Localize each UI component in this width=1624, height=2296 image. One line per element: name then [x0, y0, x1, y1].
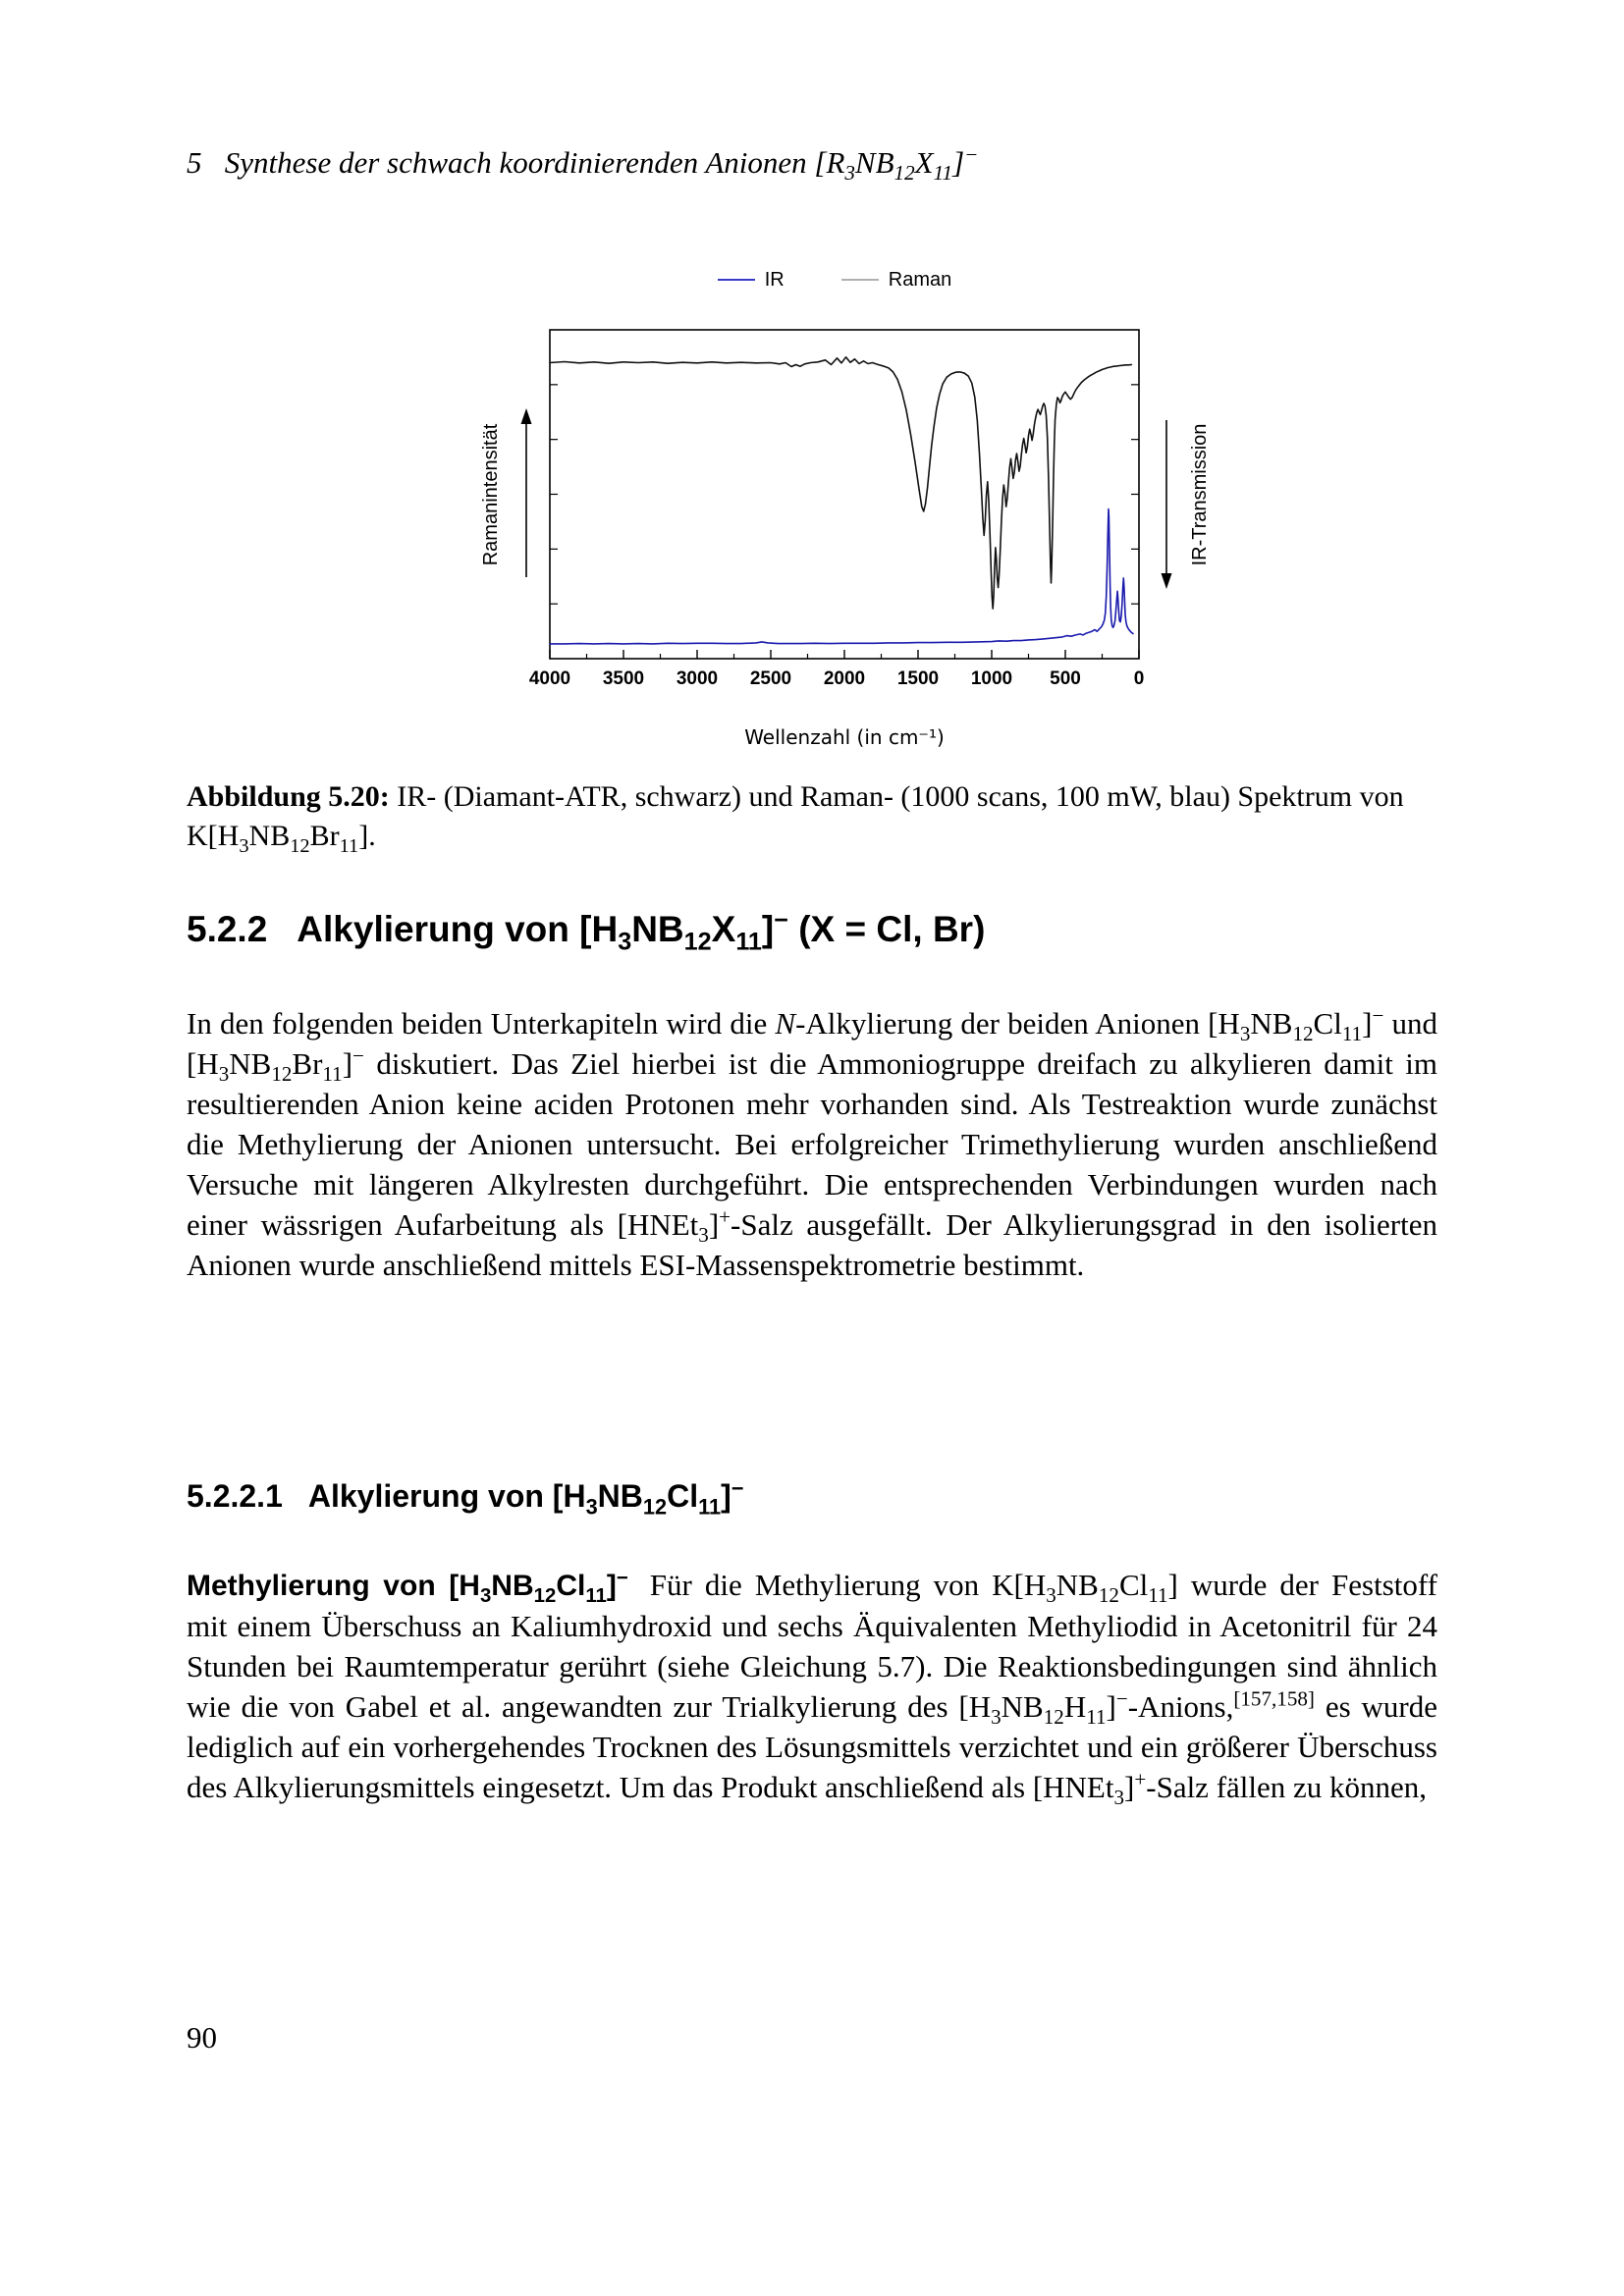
spectrum-chart	[432, 300, 1237, 768]
legend-label-ir: IR	[764, 268, 785, 291]
legend-line-ir-icon	[718, 279, 755, 281]
legend-item-raman	[841, 269, 951, 292]
figure-caption-label: Abbildung 5.20:	[187, 780, 390, 813]
x-tick-label: 1500	[896, 668, 940, 689]
section-number: 5.2.2	[187, 909, 268, 949]
page-number: 90	[187, 2020, 217, 2055]
ir-curve	[550, 357, 1131, 609]
raman-axis-arrowhead-icon	[521, 408, 532, 424]
plot-area	[529, 330, 1144, 689]
chart-legend	[432, 259, 1237, 300]
x-tick-label: 2500	[749, 668, 792, 689]
x-tick-label: 3500	[602, 668, 645, 689]
paragraph-2-text: Für die Methylierung von $K[H_3NB_{12}Cl_{11}]$ wurde der Feststoff mit einem Überschuss an Kaliumhydroxid und sechs Äquivalenten Methyliodid in Acetonitril für 24 Stunden bei Raumtemperatur gerührt (siehe Gleichung 5.7). Die Reaktionsbedingungen sind ähnlich wie die von Gabel et al. angewandten zur Trialkylierung des $[H_3NB_{12}H_{11}]^--Anions,[157,158]$ es wurde lediglich auf ein vorhergehendes Trocknen des Lösungsmittels verzichtet und ein größerer Überschuss des Alkylierungsmittels eingesetzt. Um das Produkt anschließend als [HNEt$_3$]+-Salz fällen zu können,	[187, 1568, 1437, 1810]
subsection-number: 5.2.2.1	[187, 1478, 283, 1514]
x-axis-title: Wellenzahl (in cm⁻¹)	[744, 725, 945, 749]
figure-caption	[187, 777, 1437, 856]
figure-5-20	[432, 259, 1237, 768]
plot-frame	[550, 330, 1139, 659]
figure-caption-text: IR- (Diamant-ATR, schwarz) und Raman- (1000 scans, 100 mW, blau) Spektrum von $K[H_3NB_{12}Br_{11}]$.	[187, 780, 1404, 857]
raman-curve	[550, 509, 1133, 644]
legend-line-raman-icon	[841, 279, 879, 281]
x-tick-label: 2000	[823, 668, 866, 689]
x-tick-label: 3000	[676, 668, 719, 689]
section-heading	[187, 906, 986, 956]
subsection-title: Alkylierung von $[H_3NB_{12}Cl_{11}]^-$	[307, 1475, 744, 1520]
y-axis-label-raman: Ramanintensität	[480, 423, 502, 566]
legend-label-raman: Raman	[888, 268, 952, 291]
paragraph-1: In den folgenden beiden Unterkapiteln wird die N-Alkylierung der beiden Anionen $[H_3NB_{12}Cl_{11}]^-$ und $[H_3NB_{12}Br_{11}]^-$ diskutiert. Das Ziel hierbei ist die Ammoniogruppe dreifach zu alkylieren damit im resultierenden Anion keine aciden Protonen mehr vorhanden sind. Als Testreaktion wurde zunächst die Methylierung der Anionen untersucht. Bei erfolgreicher Trimethylierung wurden anschließend Versuche mit längeren Alkylresten durchgeführt. Die entsprechenden Verbindungen wurden nach einer wässrigen Aufarbeitung als [HNEt$_3$]+-Salz ausgefällt. Der Alkylierungsgrad in den isolierten Anionen wurde anschließend mittels ESI-Massenspektrometrie bestimmt.	[187, 1003, 1437, 1282]
legend-item-ir	[718, 269, 785, 292]
x-tick-label: 4000	[528, 668, 571, 689]
x-tick-label: 500	[1050, 668, 1081, 689]
section-title: Alkylierung von $[H_3NB_{12}X_{11}]^-$ (X = Cl, Br)	[297, 906, 986, 956]
x-tick-label: 0	[1133, 668, 1145, 689]
subsection-heading	[187, 1475, 744, 1520]
ir-axis-arrowhead-icon	[1162, 573, 1172, 589]
running-header: 5 Synthese der schwach koordinierenden Anionen $[R_3NB_{12}X_{11}]^-$	[187, 142, 979, 186]
y-axis-label-ir: IR-Transmission	[1189, 423, 1211, 566]
runin-heading: Methylierung von $[H_3NB_{12}Cl_{11}]^-$	[187, 1568, 628, 1607]
x-tick-label: 1000	[970, 668, 1013, 689]
paragraph-2	[187, 1565, 1437, 1810]
